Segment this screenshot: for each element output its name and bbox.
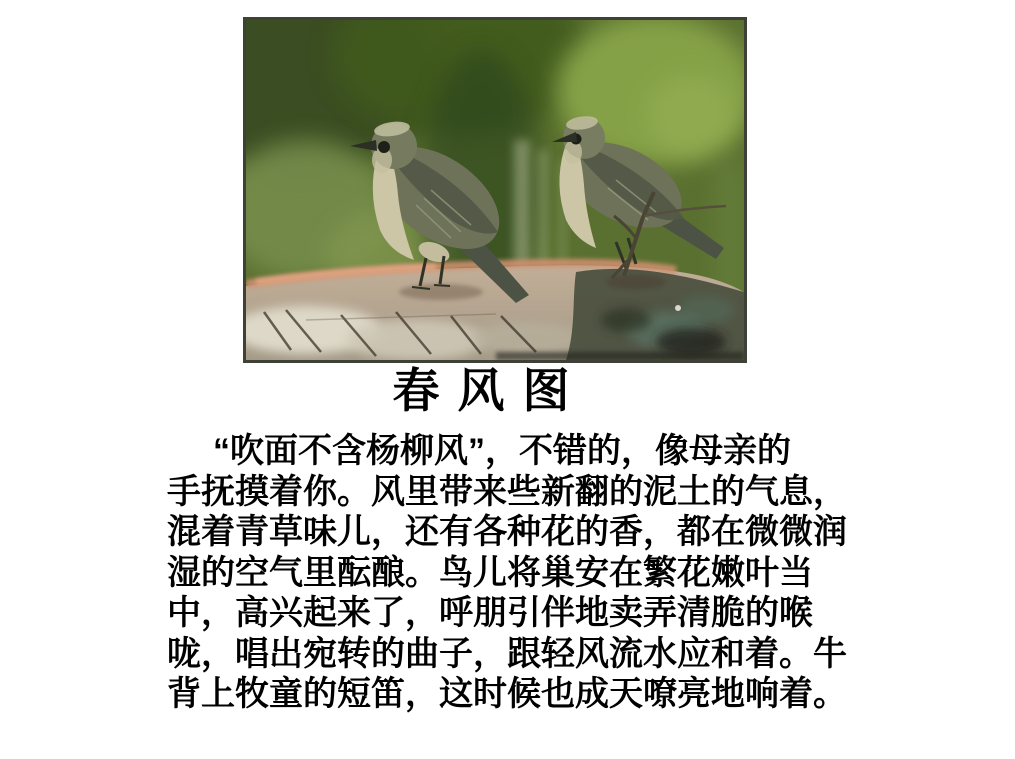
paragraph-line: “吹面不含杨柳风”，不错的，像母亲的 [213, 432, 791, 470]
paragraph-line: 中，高兴起来了，呼朋引伴地卖弄清脆的喉 [167, 594, 813, 632]
paragraph-line: 手抚摸着你。风里带来些新翻的泥土的气息， [167, 472, 847, 511]
paragraph-line: 混着青草味儿，还有各种花的香，都在微微润 [167, 513, 847, 551]
birds-photo-illustration [246, 20, 744, 360]
paragraph-line: 湿的空气里酝酿。鸟儿将巢安在繁花嫩叶当 [167, 553, 813, 592]
body-paragraph [167, 431, 877, 715]
paragraph-line: 咙，唱出宛转的曲子，跟轻风流水应和着。牛 [167, 634, 847, 673]
birds-photo [243, 17, 747, 363]
paragraph-line: 背上牧童的短笛，这时候也成天嘹亮地响着。 [167, 675, 847, 713]
left-bird-eye [378, 141, 390, 153]
slide-title: 春风图 [392, 364, 588, 417]
